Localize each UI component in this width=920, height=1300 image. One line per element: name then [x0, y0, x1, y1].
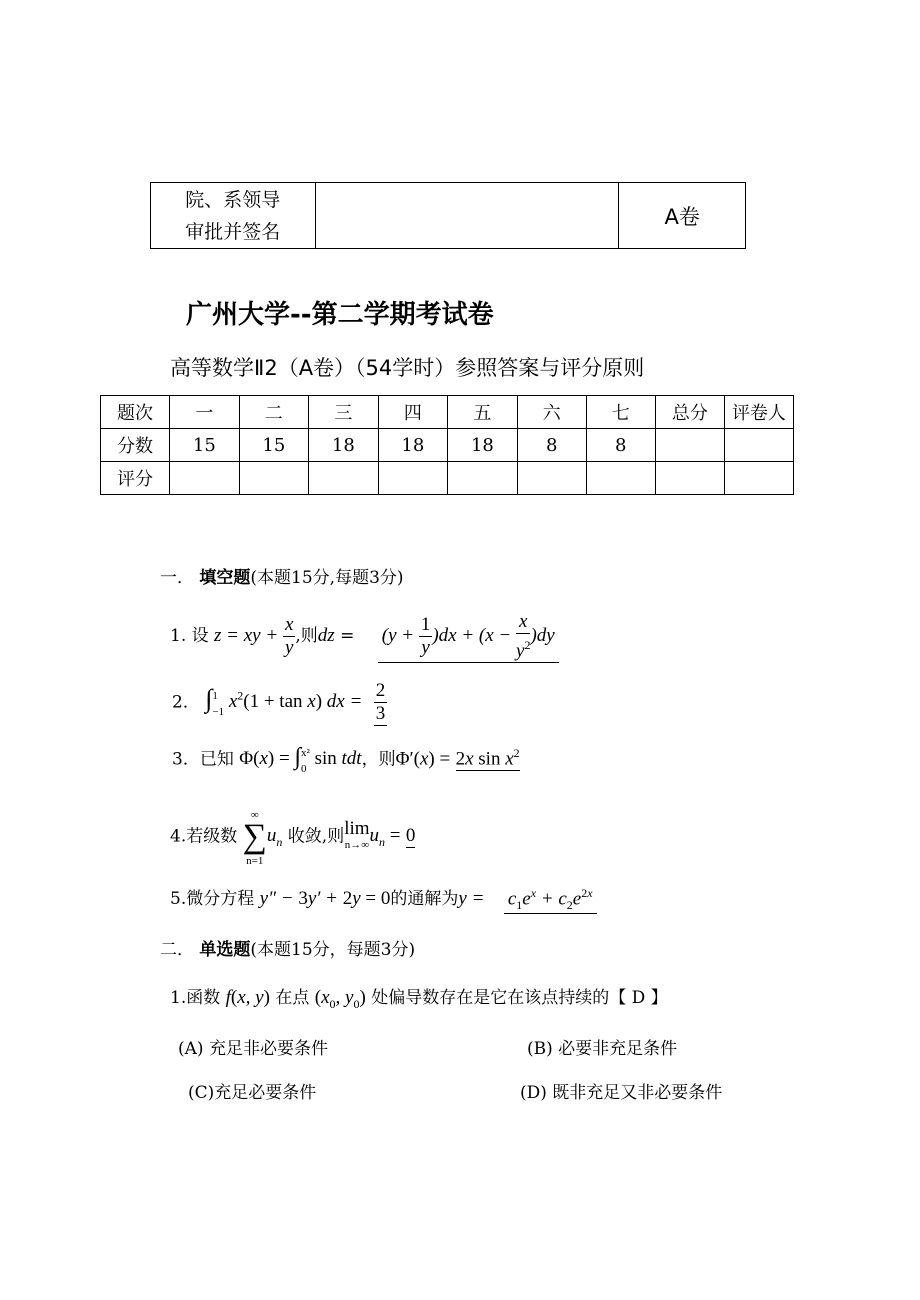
q4-series: ∞ ∑ $n=1u_n$	[242, 809, 283, 867]
approval-label-line1: 院、系领导	[185, 188, 281, 211]
score-header-cell: 评卷人	[724, 396, 793, 429]
grade-cell	[239, 462, 309, 495]
q3-answer: 2x $\sin x^2$	[455, 746, 520, 770]
q2-answer: $\frac{2}{3}$	[375, 680, 386, 724]
score-header-cell: 二	[239, 396, 309, 429]
exam-title: 广州大学--第二学期考试卷	[186, 300, 494, 330]
s2q1-point: ($x_0$, $y_0$)	[314, 987, 366, 1011]
q1-formula: z = xy + $\frac{x}{y}$	[214, 614, 294, 659]
score-header-cell: 一	[170, 396, 240, 429]
score-header-cell: 七	[586, 396, 655, 429]
score-header-cell: 六	[517, 396, 586, 429]
q1-mid: ,则	[295, 626, 318, 647]
q5-mid: 的通解为	[390, 889, 459, 909]
q1-dz: dz	[317, 625, 335, 647]
score-cell	[655, 429, 724, 462]
score-table-grade-row	[101, 462, 794, 495]
q5-prefix: 5.微分方程	[170, 889, 255, 909]
score-row-label: 评分	[101, 462, 170, 495]
score-header-cell: 题次	[101, 396, 170, 429]
q4-mid: 收敛,则	[287, 826, 345, 847]
score-row-label: 分数	[101, 429, 170, 462]
option-b: (B) 必要非充足条件	[527, 1039, 678, 1059]
approval-table	[150, 182, 746, 249]
question-1-3	[172, 744, 520, 776]
score-header-cell: 五	[448, 396, 518, 429]
question-1-1: 1. 设 z = xy + $\frac{x}{y}$ ,则dz = (y + $\frac{1}{y}$ )dx + (x − $\frac{x}{y^2}$ )dy	[170, 611, 559, 663]
option-a: (A) 充足非必要条件	[178, 1039, 328, 1059]
score-cell: 15	[170, 429, 240, 462]
section1-title: 填空题	[199, 568, 251, 588]
section2-heading	[160, 935, 415, 960]
q1-prefix: 1. 设	[170, 626, 209, 647]
score-header-cell: 总分	[655, 396, 724, 429]
grade-cell	[586, 462, 655, 495]
q4-answer: 0	[405, 825, 416, 847]
signature-cell	[315, 183, 619, 249]
option-d: (D) 既非充足又非必要条件	[520, 1083, 723, 1103]
s2q1-mid: 在点	[275, 988, 310, 1008]
q3-prefix: 3．已知	[172, 749, 234, 770]
paper-version: A卷	[619, 183, 746, 249]
q4-limit: lim $n\to\infty u_n$ =	[344, 818, 401, 851]
s2q1-function: f(x, y)	[225, 987, 270, 1008]
section1-number: 一．	[160, 568, 194, 588]
section1-heading	[160, 563, 404, 588]
s2q1-suffix: 处偏导数存在是它在该点持续的	[371, 988, 610, 1008]
q5-y: y =	[458, 888, 485, 909]
score-cell: 18	[448, 429, 518, 462]
score-cell: 8	[517, 429, 586, 462]
q3-derivative: Φ′(x) =	[395, 748, 451, 770]
question-1-2	[172, 680, 387, 726]
approval-label	[151, 183, 316, 249]
score-header-cell: 四	[378, 396, 448, 429]
grade-cell	[517, 462, 586, 495]
score-table	[100, 395, 794, 495]
s2q1-answer: 【 D 】	[609, 988, 668, 1008]
grade-cell	[655, 462, 724, 495]
score-cell: 15	[239, 429, 309, 462]
q1-answer: (y + $\frac{1}{y}$ )dx + (x − $\frac{x}{y^2}$ )dy	[378, 611, 559, 663]
q3-mid: ，则	[361, 749, 396, 770]
section2-number: 二．	[160, 940, 194, 960]
score-cell: 18	[378, 429, 448, 462]
q5-answer: $c_1e^x + c_2e^{2x}$	[504, 886, 597, 914]
question-2-1	[170, 983, 668, 1012]
q5-equation: y″ − 3y′ + 2y = 0	[259, 888, 391, 909]
score-cell: 18	[309, 429, 379, 462]
grade-cell	[378, 462, 448, 495]
approval-label-line2: 审批并签名	[185, 220, 281, 243]
score-header-cell: 三	[309, 396, 379, 429]
exam-subtitle: 高等数学Ⅱ2（A卷）（54学时）参照答案与评分原则	[170, 356, 645, 380]
grade-cell	[170, 462, 240, 495]
section2-title: 单选题	[199, 940, 251, 960]
grade-cell	[448, 462, 518, 495]
q2-formula: ∫1 −1 $x^2(1 + \tan x)$ dx =	[205, 684, 363, 718]
q3-formula: Φ(x) = ∫x² 0 sin tdt	[239, 744, 362, 775]
q4-prefix: 4.若级数	[170, 826, 238, 847]
score-table-header-row	[101, 396, 794, 429]
s2q1-prefix: 1.函数	[170, 988, 221, 1008]
option-c: (C)充足必要条件	[188, 1083, 317, 1103]
score-cell: 8	[586, 429, 655, 462]
score-cell	[724, 429, 793, 462]
grade-cell	[309, 462, 379, 495]
grade-cell	[724, 462, 793, 495]
question-1-5	[170, 884, 597, 914]
question-1-4	[170, 806, 415, 868]
section1-note: (本题15分,每题3分)	[250, 568, 404, 588]
score-table-points-row	[101, 429, 794, 462]
q2-prefix: 2．	[172, 692, 200, 713]
section2-note: (本题15分，每题3分)	[250, 940, 416, 960]
